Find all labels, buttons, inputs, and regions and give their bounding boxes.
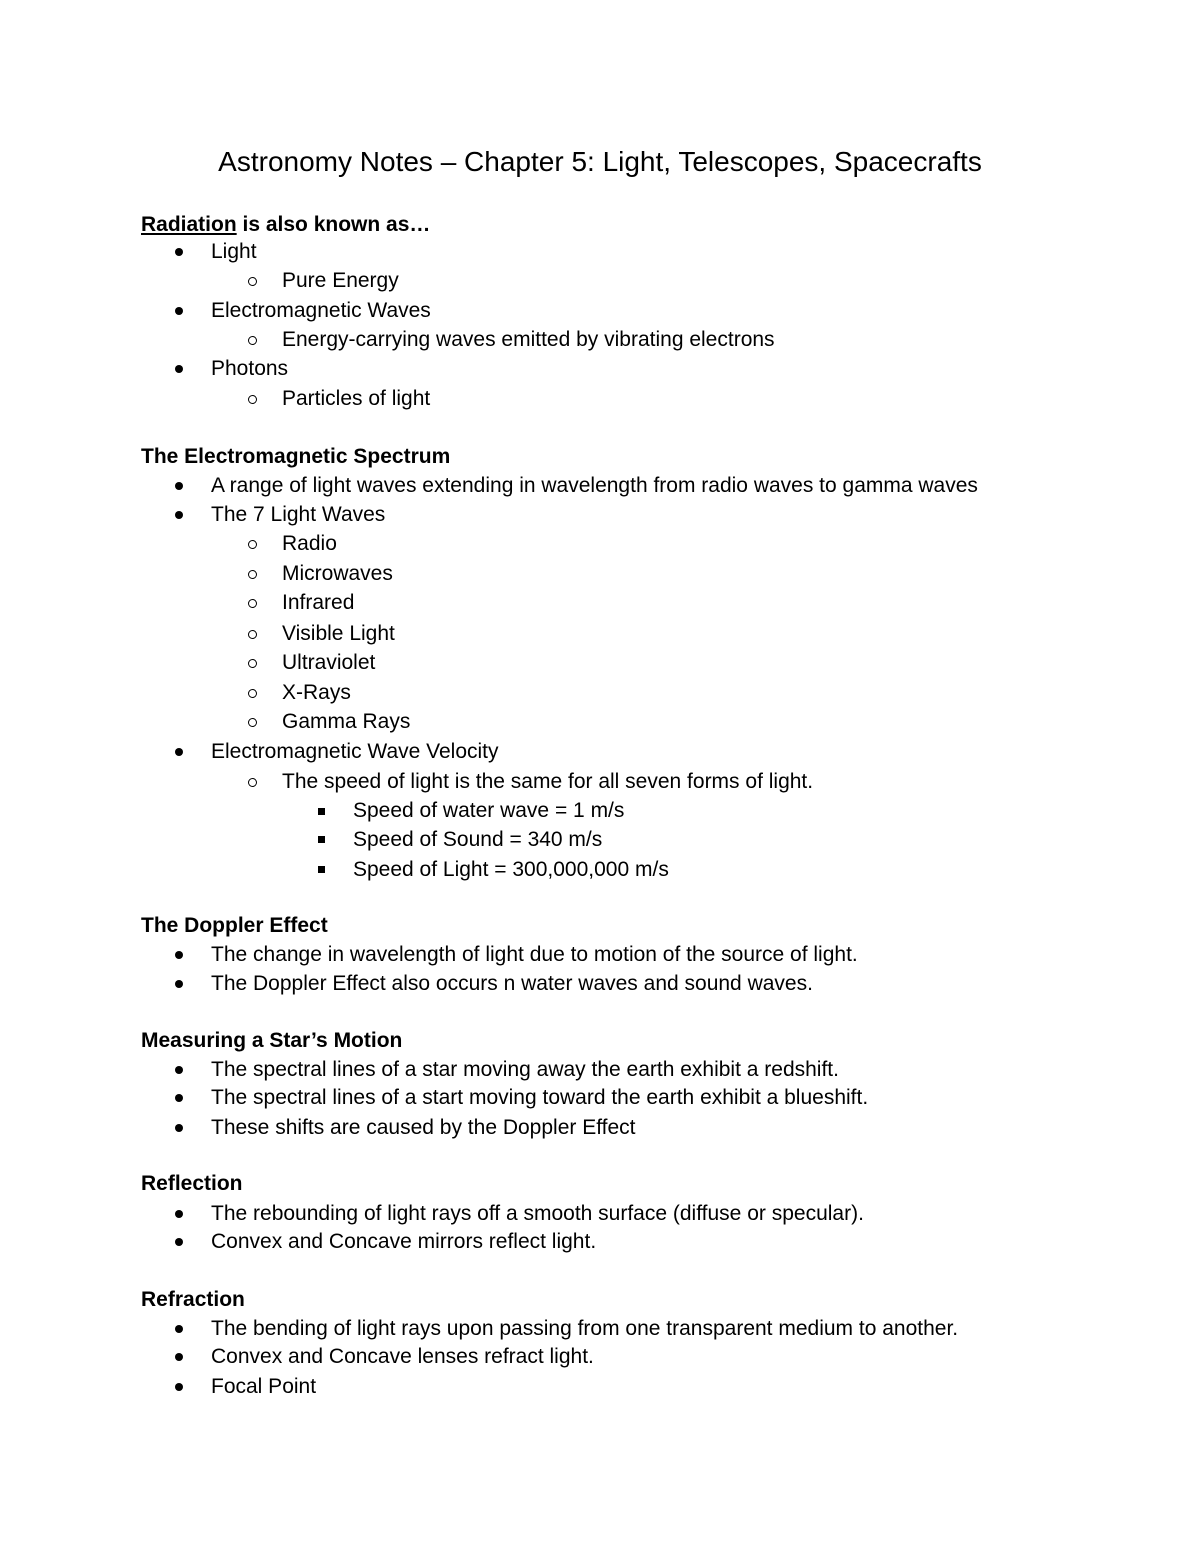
list-item: X-Rays xyxy=(282,681,351,704)
bullet-dot-icon xyxy=(175,365,183,373)
list-item: Speed of water wave = 1 m/s xyxy=(353,799,625,822)
section-heading-em-spectrum: The Electromagnetic Spectrum xyxy=(141,445,451,468)
list-item: The spectral lines of a star moving away the earth exhibit a redshift. xyxy=(211,1058,839,1081)
bullet-dot-icon xyxy=(175,1383,183,1391)
list-item: Ultraviolet xyxy=(282,651,376,674)
section-heading-radiation xyxy=(141,210,430,240)
list-item: Convex and Concave lenses refract light. xyxy=(211,1345,594,1368)
bullet-circle-icon xyxy=(248,718,257,727)
list-item: The speed of light is the same for all seven forms of light. xyxy=(282,770,814,793)
list-item: Focal Point xyxy=(211,1375,317,1398)
list-item: Radio xyxy=(282,532,337,555)
list-item: The change in wavelength of light due to motion of the source of light. xyxy=(211,943,858,966)
list-item: Speed of Sound = 340 m/s xyxy=(353,828,603,851)
list-item: Photons xyxy=(211,357,289,380)
document-title: Astronomy Notes – Chapter 5: Light, Telescopes, Spacecrafts xyxy=(218,146,982,177)
bullet-circle-icon xyxy=(248,689,257,698)
bullet-dot-icon xyxy=(175,1124,183,1132)
bullet-dot-icon xyxy=(175,1210,183,1218)
list-item: Light xyxy=(211,240,257,263)
list-item: Convex and Concave mirrors reflect light. xyxy=(211,1230,597,1253)
bullet-circle-icon xyxy=(248,778,257,787)
bullet-dot-icon xyxy=(175,1353,183,1361)
bullet-circle-icon xyxy=(248,540,257,549)
bullet-circle-icon xyxy=(248,659,257,668)
bullet-dot-icon xyxy=(175,307,183,315)
bullet-square-icon xyxy=(318,808,325,815)
bullet-dot-icon xyxy=(175,248,183,256)
list-item: Energy-carrying waves emitted by vibrating electrons xyxy=(282,328,775,351)
list-item: Infrared xyxy=(282,591,355,614)
list-item: A range of light waves extending in wavelength from radio waves to gamma waves xyxy=(211,474,978,497)
list-item: The 7 Light Waves xyxy=(211,503,386,526)
bullet-square-icon xyxy=(318,836,325,843)
list-item: Electromagnetic Waves xyxy=(211,299,431,322)
list-item: Particles of light xyxy=(282,387,431,410)
list-item: Speed of Light = 300,000,000 m/s xyxy=(353,858,669,881)
list-item: These shifts are caused by the Doppler Effect xyxy=(211,1116,636,1139)
bullet-dot-icon xyxy=(175,951,183,959)
bullet-dot-icon xyxy=(175,1066,183,1074)
heading-underlined-text: Radiation xyxy=(141,213,237,236)
list-item: Electromagnetic Wave Velocity xyxy=(211,740,499,763)
list-item: The Doppler Effect also occurs n water waves and sound waves. xyxy=(211,972,813,995)
section-heading-doppler: The Doppler Effect xyxy=(141,914,328,937)
bullet-circle-icon xyxy=(248,599,257,608)
section-heading-reflection: Reflection xyxy=(141,1172,243,1195)
bullet-circle-icon xyxy=(248,277,257,286)
list-item: The bending of light rays upon passing from one transparent medium to another. xyxy=(211,1317,959,1340)
bullet-dot-icon xyxy=(175,511,183,519)
bullet-dot-icon xyxy=(175,482,183,490)
bullet-dot-icon xyxy=(175,748,183,756)
section-heading-refraction: Refraction xyxy=(141,1288,245,1311)
bullet-circle-icon xyxy=(248,395,257,404)
bullet-circle-icon xyxy=(248,336,257,345)
list-item: The rebounding of light rays off a smooth surface (diffuse or specular). xyxy=(211,1202,864,1225)
list-item: The spectral lines of a start moving toward the earth exhibit a blueshift. xyxy=(211,1086,869,1109)
bullet-dot-icon xyxy=(175,1325,183,1333)
bullet-dot-icon xyxy=(175,980,183,988)
list-item: Visible Light xyxy=(282,622,395,645)
section-heading-star-motion: Measuring a Star’s Motion xyxy=(141,1029,403,1052)
list-item: Pure Energy xyxy=(282,269,399,292)
bullet-circle-icon xyxy=(248,630,257,639)
bullet-square-icon xyxy=(318,866,325,873)
bullet-dot-icon xyxy=(175,1238,183,1246)
list-item: Microwaves xyxy=(282,562,393,585)
heading-rest-text: is also known as… xyxy=(236,213,431,236)
list-item: Gamma Rays xyxy=(282,710,411,733)
bullet-circle-icon xyxy=(248,570,257,579)
bullet-dot-icon xyxy=(175,1094,183,1102)
